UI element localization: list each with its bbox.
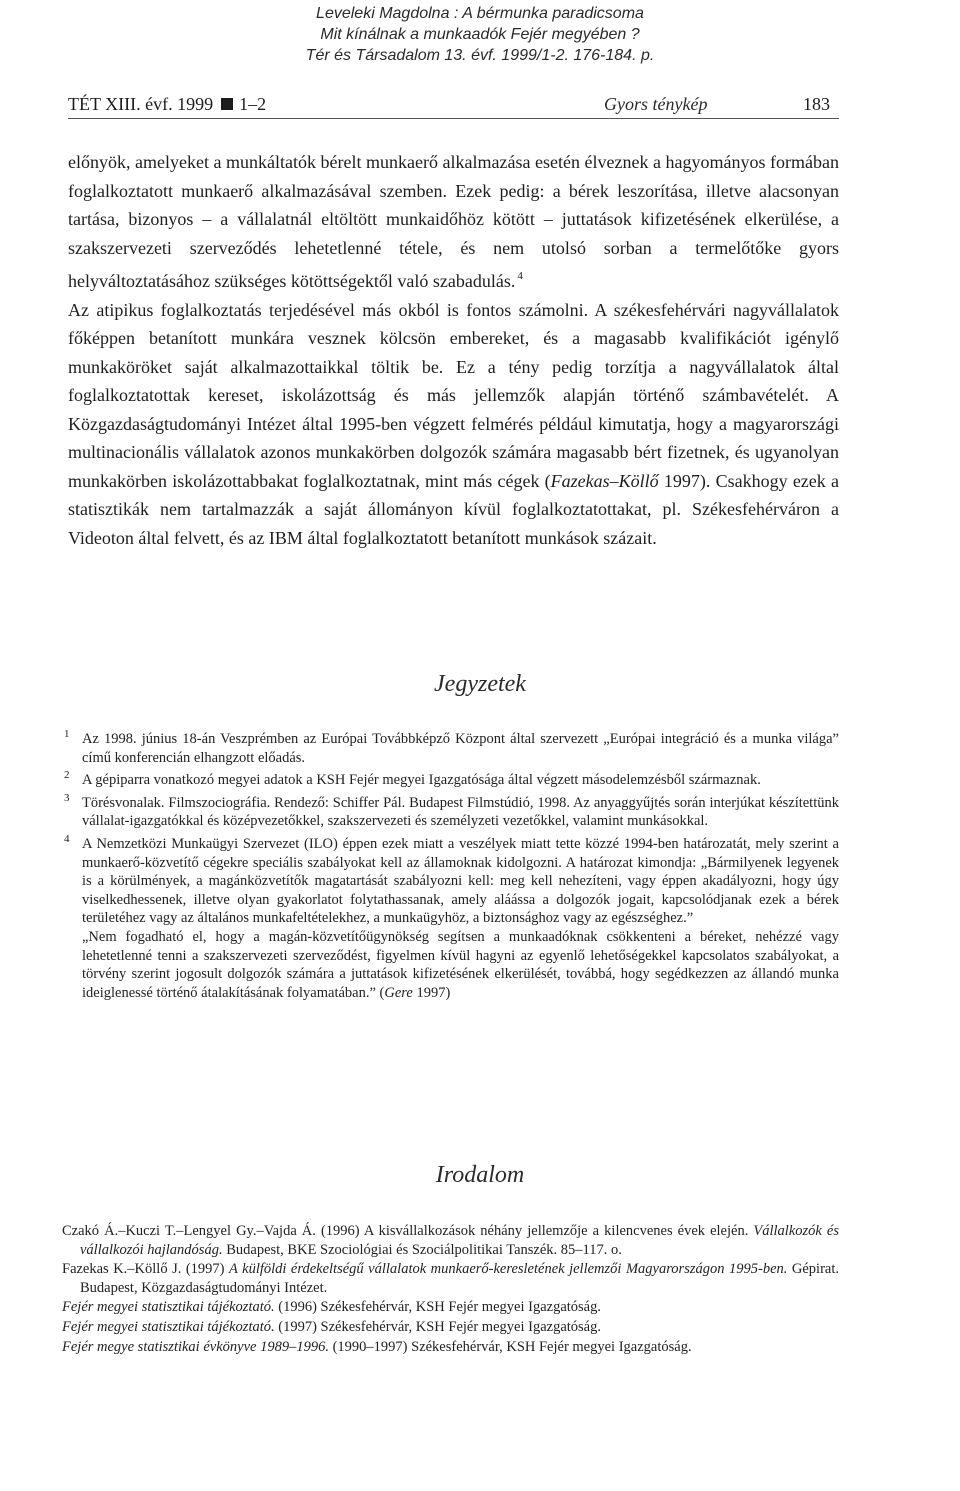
citation-author: Fazekas–Köllő bbox=[550, 470, 659, 491]
footnote-text: A Nemzetközi Munkaügyi Szervezet (ILO) éppen ezek miatt a veszélyek miatt tette közzé 1994-ben határozatát, mely szerint a munkaerő-közvetítő cégekre speciális szabályokat kell az államoknak kidolgozni. A határozat kimondja: „Bármilyenek legyenek is a körülmények, a magánközvetítők magatartását szabályozni kell: meg kell nehezíteni, vagy éppen akadályozni, hogy úgy viselkedhessenek, illetve olyan gyakorlatot folytathassanak, amely aláássa a dolgozók jogait, kapcsolódjanak ezek a bérek területéhez vagy az általános munkafeltételekhez, a munkaügyhöz, a biztonsághoz vagy az egészséghez.” bbox=[82, 835, 839, 927]
journal-issue: 1–2 bbox=[239, 94, 267, 114]
body-text bbox=[68, 148, 839, 552]
reference-text: (1996) Székesfehérvár, KSH Fejér megyei Igazgatóság. bbox=[274, 1299, 601, 1316]
paragraph-text: előnyök, amelyeket a munkáltatók bérelt munkaerő alkalmazása esetén élveznek a hagyományos formában foglalkoztatott munkaerő alkalmazásával szemben. Ezek pedig: a bérek leszorítása, illetve alacsonyan tartása, bizonyos – a vállalatnál eltöltött munkaidőhöz kötött – juttatások kifizetésének elkerülése, a szakszervezeti szerveződés lehetetlenné tétele, és nem utolsó sorban a termelőtőke gyors helyváltoztatásához szükséges kötöttségektől való szabadulás. bbox=[68, 152, 839, 291]
footnote-ref[interactable]: 4 bbox=[517, 270, 523, 282]
references-heading: Irodalom bbox=[435, 1162, 525, 1188]
footnote-number: 3 bbox=[64, 791, 70, 804]
reference-title: Vállalkozók és vállalkozói hajlandóság. bbox=[80, 1223, 839, 1258]
reference-title: Fejér megyei statisztikai tájékoztató. bbox=[62, 1299, 275, 1316]
footnote-text: A gépiparra vonatkozó megyei adatok a KSH Fejér megyei Igazgatósága által végzett másodelemzésből származnak. bbox=[82, 772, 761, 789]
citation-source: Tér és Társadalom 13. évf. 1999/1-2. 176-184. p. bbox=[305, 47, 655, 64]
citation-subtitle: Mit kínálnak a munkaadók Fejér megyében ? bbox=[320, 26, 640, 43]
reference-item bbox=[62, 1318, 839, 1337]
reference-item bbox=[62, 1338, 839, 1357]
running-header-journal bbox=[68, 94, 266, 115]
footnote-text-continued bbox=[82, 928, 839, 1002]
footnote-quote: „Nem fogadható el, hogy a magán-közvetítőügynökség segítsen a munkaadóknak csökkenteni a béreket, nehézzé vagy lehetetlenné tenni a szakszervezeti szerveződést, figyelmen kívül hagyni az egyenlő lehetőségekkel kapcsolatos szabályokat, a törvény szerint jogosult dolgozók számára a juttatások kifizetésének elkerülését, továbbá, hogy segédkezzen az állandó munka ideiglenessé történő átalakításának folyamatában.” ( bbox=[82, 928, 839, 1001]
reference-item bbox=[62, 1222, 839, 1259]
footnote-text: Az 1998. június 18-án Veszprémben az Európai Továbbképző Központ által szervezett „Európai integráció és a munka világa” című konferencián elhangzott előadás. bbox=[82, 731, 839, 766]
paragraph bbox=[68, 296, 839, 553]
paragraph bbox=[68, 148, 839, 296]
running-header-section: Gyors ténykép bbox=[604, 94, 708, 114]
footnote bbox=[64, 832, 839, 1002]
reference-title: Fejér megyei statisztikai tájékoztató. bbox=[62, 1318, 275, 1335]
reference-text: Budapest, BKE Szociológiai és Szociálpolitikai Tanszék. 85–117. o. bbox=[222, 1241, 622, 1258]
reference-item bbox=[62, 1260, 839, 1297]
reference-title: Fejér megye statisztikai évkönyve 1989–1996. bbox=[62, 1338, 329, 1355]
paragraph-text: 1997). Csakhogy ezek a statisztikák nem tartalmazzák a saját állományon kívül foglalkoztatottakat, pl. Székesfehérváron a Videoton által felvett, és az IBM által foglalkoztatott betanított munkások százait. bbox=[68, 470, 839, 548]
footnote-text: Törésvonalak. Filmszociográfia. Rendező: Schiffer Pál. Budapest Filmstúdió, 1998. Az anyaggyűjtés során interjúkat készítettünk vállalat-igazgatókkal és középvezetőkkel, szakszervezeti és személyzeti vezetőkkel, valamint munkásokkal. bbox=[82, 794, 839, 830]
citation-author-title: Leveleki Magdolna : A bérmunka paradicsoma bbox=[316, 5, 644, 22]
reference-text: Fazekas K.–Köllő J. (1997) bbox=[62, 1261, 230, 1278]
page-number: 183 bbox=[803, 94, 830, 114]
square-bullet-icon bbox=[221, 98, 233, 110]
reference-text: Czakó Á.–Kuczi T.–Lengyel Gy.–Vajda Á. (1996) A kisvállalkozások néhány jellemzője a kilencvenes évek elején. bbox=[62, 1223, 754, 1239]
footnote-number: 2 bbox=[64, 769, 70, 782]
reference-text: (1997) Székesfehérvár, KSH Fejér megyei Igazgatóság. bbox=[274, 1318, 601, 1335]
footnote-quote-end: 1997) bbox=[412, 984, 451, 1001]
reference-item bbox=[62, 1298, 839, 1317]
journal-volume: TÉT XIII. évf. 1999 bbox=[68, 94, 214, 114]
footnote-number: 4 bbox=[64, 832, 70, 845]
reference-title: A külföldi érdekeltségű vállalatok munkaerő-keresletének jellemzői Magyarországon 1995-ben. bbox=[229, 1261, 788, 1278]
footnote bbox=[64, 769, 839, 790]
footnote bbox=[64, 728, 839, 767]
footnotes-list bbox=[64, 728, 839, 1006]
paragraph-text: Az atipikus foglalkoztatás terjedésével más okból is fontos számolni. A székesfehérvári nagyvállalatok főképpen betanított munkára vesznek kölcsön embereket, és a magasabb kvalifikációt igénylő munkaköröket saját alkalmazottaikkal töltik be. Ez a tény pedig torzítja a nagyvállalatok által foglalkoztatottak kereset, iskolázottság és más jellemzők alapján történő számbavételét. A Közgazdaságtudományi Intézet által 1995-ben végzett felmérés például kimutatja, hogy a magyarországi multinacionális vállalatok azonos munkakörben dolgozók számára magasabb bért fizetnek, és ugyanolyan munkakörben iskolázottabbakat foglalkoztatnak, mint más cégek ( bbox=[68, 299, 839, 491]
footnote-number: 1 bbox=[64, 728, 70, 740]
notes-heading: Jegyzetek bbox=[434, 671, 526, 697]
citation-author: Gere bbox=[384, 984, 413, 1001]
footnote bbox=[64, 791, 839, 831]
header-rule bbox=[68, 118, 839, 119]
references-list bbox=[62, 1222, 839, 1357]
reference-text: Gépirat. Budapest, Közgazdaságtudományi Intézet. bbox=[80, 1261, 839, 1296]
reference-text: (1990–1997) Székesfehérvár, KSH Fejér megyei Igazgatóság. bbox=[328, 1338, 692, 1355]
